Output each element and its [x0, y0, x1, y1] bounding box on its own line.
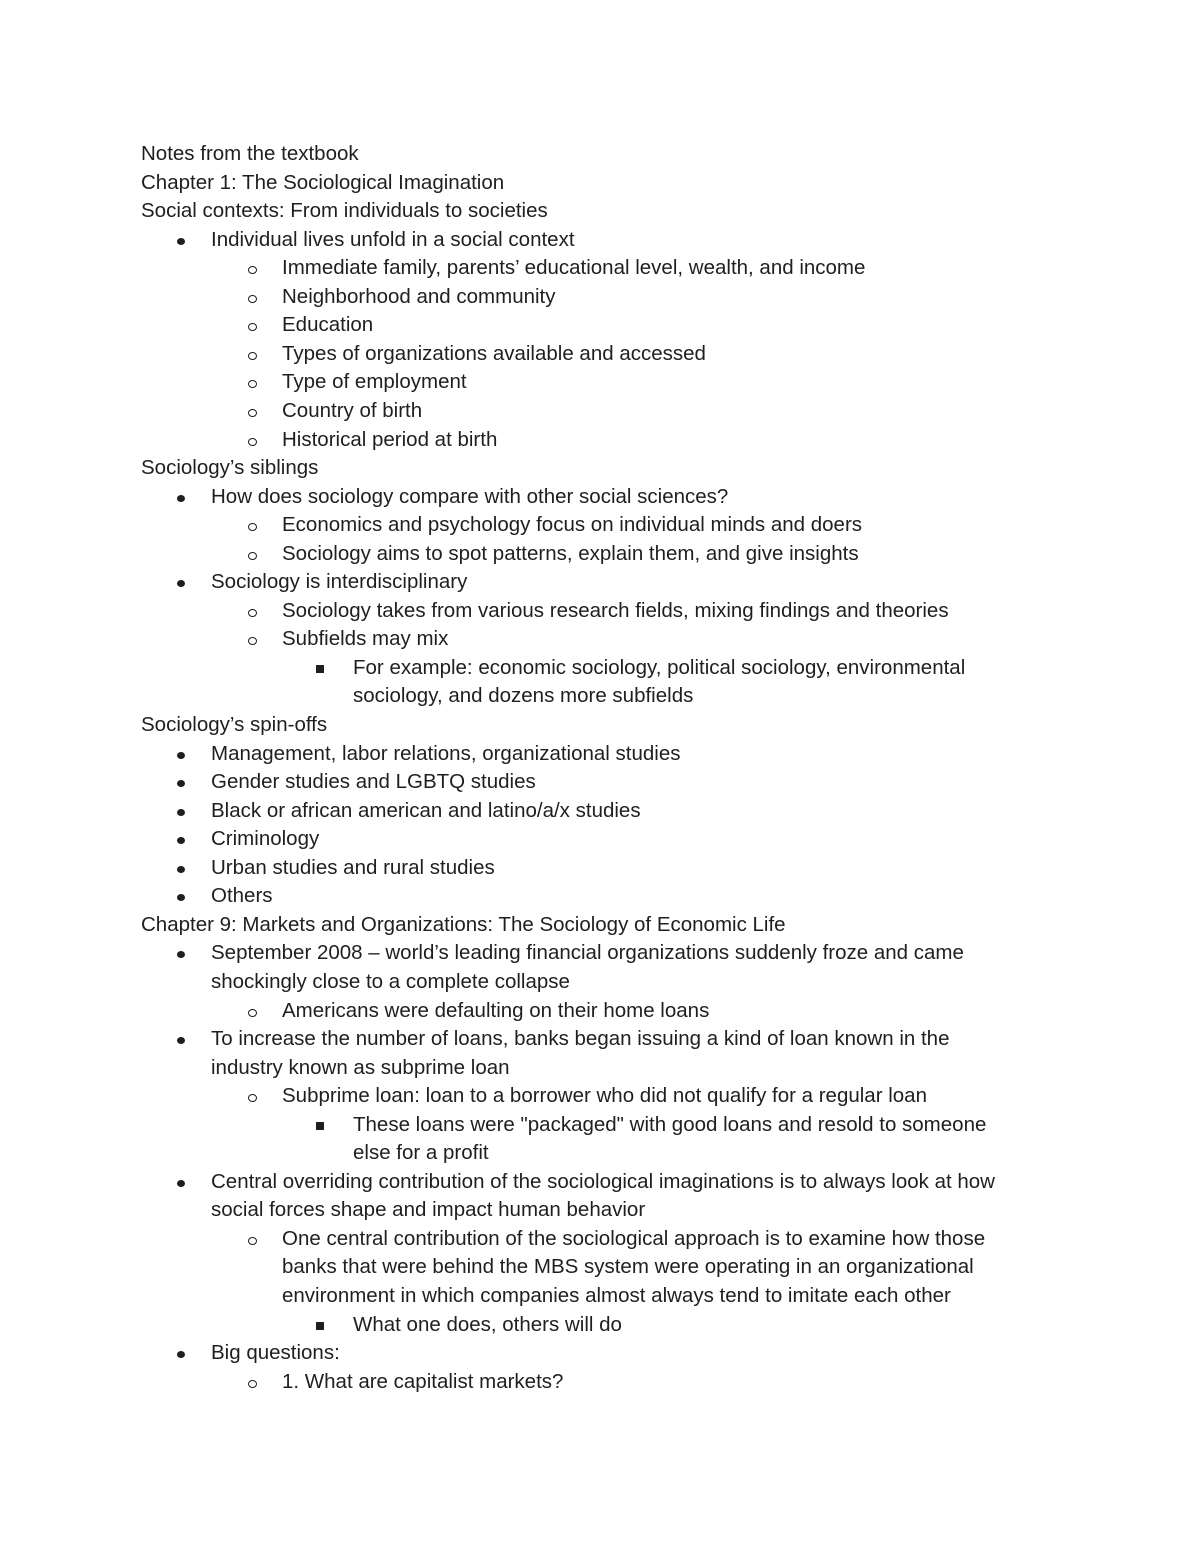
list-item-text: For example: economic sociology, political sociology, environmental [353, 655, 966, 679]
list-item-text: Gender studies and LGBTQ studies [211, 770, 536, 794]
list-item-text: Urban studies and rural studies [211, 855, 495, 879]
list-item-text: Americans were defaulting on their home loans [282, 998, 710, 1022]
heading-line: Social contexts: From individuals to societies [141, 199, 548, 223]
disc-bullet-icon [177, 780, 185, 787]
disc-bullet-icon [177, 866, 185, 873]
list-item-text: Criminology [211, 827, 320, 851]
circle-bullet-icon [248, 295, 257, 303]
disc-bullet-icon [177, 1180, 185, 1187]
list-item-text: Neighborhood and community [282, 284, 556, 308]
list-item-text: Economics and psychology focus on individual minds and doers [282, 513, 863, 537]
list-item-text: Country of birth [282, 398, 423, 422]
disc-bullet-icon [177, 752, 185, 759]
circle-bullet-icon [248, 438, 257, 446]
list-item-text: Immediate family, parents’ educational level, wealth, and income [282, 256, 866, 280]
list-item-text: What one does, others will do [353, 1312, 622, 1336]
list-item-text: Management, labor relations, organizational studies [211, 741, 681, 765]
disc-bullet-icon [177, 580, 185, 587]
disc-bullet-icon [177, 495, 185, 502]
list-item-text: Subprime loan: loan to a borrower who did not qualify for a regular loan [282, 1084, 927, 1108]
circle-bullet-icon [248, 523, 257, 531]
circle-bullet-icon [248, 637, 257, 645]
list-item-text: 1. What are capitalist markets? [282, 1369, 564, 1393]
list-item-text: else for a profit [353, 1141, 489, 1165]
heading-line: Sociology’s spin-offs [141, 713, 328, 736]
heading-line: Chapter 1: The Sociological Imagination [141, 170, 505, 194]
disc-bullet-icon [177, 238, 185, 245]
list-item-text: Individual lives unfold in a social context [211, 227, 575, 251]
square-bullet-icon [316, 1322, 324, 1330]
list-item-text: environment in which companies almost always tend to imitate each other [282, 1284, 951, 1307]
disc-bullet-icon [177, 837, 185, 844]
list-item-text: Types of organizations available and accessed [282, 341, 706, 365]
circle-bullet-icon [248, 266, 257, 274]
list-item-text: Education [282, 313, 374, 337]
list-item-text: Historical period at birth [282, 427, 498, 451]
heading-line: Sociology’s siblings [141, 456, 319, 480]
circle-bullet-icon [248, 352, 257, 360]
list-item-text: One central contribution of the sociological approach is to examine how those [282, 1226, 986, 1250]
list-item-text: Sociology aims to spot patterns, explain them, and give insights [282, 541, 859, 565]
list-item-text: Sociology takes from various research fields, mixing findings and theories [282, 598, 949, 622]
list-item-text: sociology, and dozens more subfields [353, 684, 694, 708]
list-item-text: Others [211, 884, 273, 908]
list-item-text: shockingly close to a complete collapse [211, 969, 570, 993]
circle-bullet-icon [248, 323, 257, 331]
circle-bullet-icon [248, 1237, 257, 1245]
disc-bullet-icon [177, 809, 185, 816]
disc-bullet-icon [177, 894, 185, 901]
list-item-text: Type of employment [282, 370, 467, 394]
list-item-text: industry known as subprime loan [211, 1055, 510, 1079]
list-item-text: Central overriding contribution of the sociological imaginations is to always look at how [211, 1169, 995, 1193]
disc-bullet-icon [177, 1351, 185, 1358]
circle-bullet-icon [248, 380, 257, 388]
list-item-text: Black or african american and latino/a/x studies [211, 798, 641, 822]
square-bullet-icon [316, 665, 324, 673]
list-item-text: To increase the number of loans, banks began issuing a kind of loan known in the [211, 1027, 950, 1051]
circle-bullet-icon [248, 1094, 257, 1102]
circle-bullet-icon [248, 1009, 257, 1017]
heading-line: Chapter 9: Markets and Organizations: The Sociology of Economic Life [141, 912, 786, 936]
circle-bullet-icon [248, 609, 257, 617]
list-item-text: September 2008 – world’s leading financial organizations suddenly froze and came [211, 941, 964, 965]
circle-bullet-icon [248, 409, 257, 417]
circle-bullet-icon [248, 1380, 257, 1388]
list-item-text: Big questions: [211, 1341, 340, 1365]
circle-bullet-icon [248, 552, 257, 560]
disc-bullet-icon [177, 951, 185, 958]
list-item-text: social forces shape and impact human behavior [211, 1198, 646, 1222]
list-item-text: Sociology is interdisciplinary [211, 570, 468, 594]
heading-line: Notes from the textbook [141, 142, 359, 165]
list-item-text: banks that were behind the MBS system were operating in an organizational [282, 1255, 974, 1279]
disc-bullet-icon [177, 1037, 185, 1044]
square-bullet-icon [316, 1122, 324, 1130]
list-item-text: How does sociology compare with other social sciences? [211, 484, 729, 508]
list-item-text: Subfields may mix [282, 627, 449, 651]
list-item-text: These loans were "packaged" with good loans and resold to someone [353, 1112, 987, 1136]
